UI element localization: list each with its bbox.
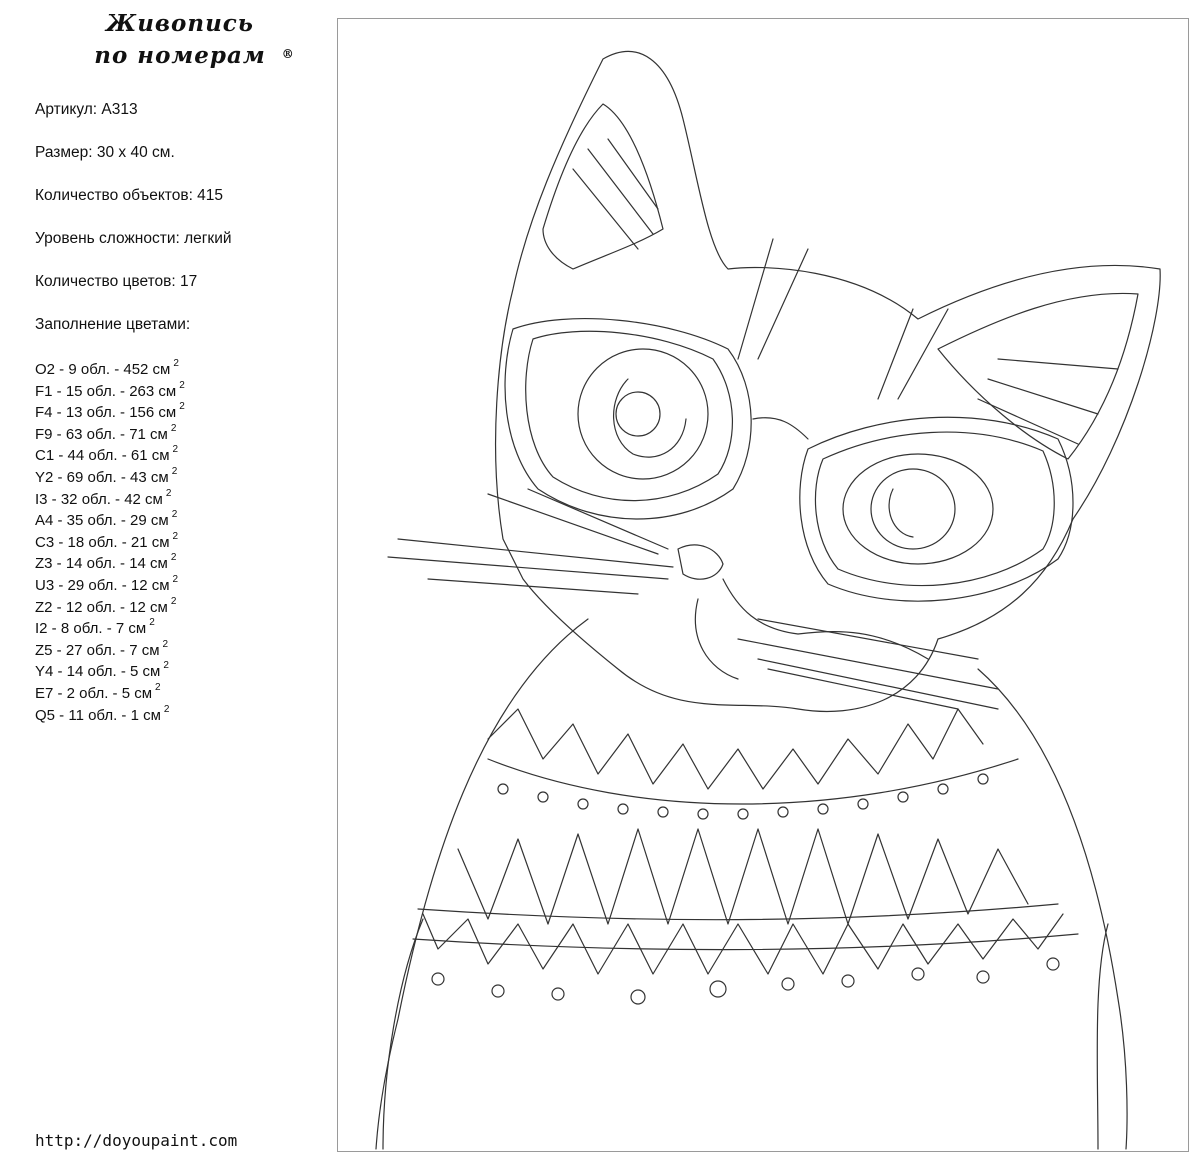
color-entry: Q5 - 11 обл. - 1 см $^2$: [35, 703, 170, 724]
canvas-outline-frame: [337, 18, 1189, 1152]
article-number: Артикул: A313: [35, 101, 138, 118]
cat-outline-artwork: [338, 19, 1190, 1153]
color-entry: A4 - 35 обл. - 29 см $^2$: [35, 509, 178, 530]
fill-heading: Заполнение цветами:: [35, 316, 191, 333]
color-entry: I3 - 32 обл. - 42 см $^2$: [35, 487, 172, 508]
color-entry: F9 - 63 обл. - 71 см $^2$: [35, 422, 177, 443]
brand-title: [60, 8, 300, 72]
brand-line-2: по номерам: [94, 42, 266, 69]
object-count: Количество объектов: 415: [35, 187, 224, 204]
color-entry: F1 - 15 обл. - 263 см $^2$: [35, 379, 185, 400]
color-count: Количество цветов: 17: [35, 273, 198, 290]
color-entry: U3 - 29 обл. - 12 см $^2$: [35, 573, 179, 594]
color-entry: Z5 - 27 обл. - 7 см $^2$: [35, 638, 169, 659]
brand-line-1: Живопись: [106, 10, 254, 37]
color-entry: I2 - 8 обл. - 7 см $^2$: [35, 617, 155, 638]
product-info: [35, 99, 232, 357]
color-entry: Y4 - 14 обл. - 5 см $^2$: [35, 660, 169, 681]
registered-mark: ®: [281, 47, 295, 61]
color-entry: Z3 - 14 обл. - 14 см $^2$: [35, 552, 177, 573]
canvas-size: Размер: 30 х 40 см.: [35, 144, 175, 161]
color-entry: C1 - 44 обл. - 61 см $^2$: [35, 444, 179, 465]
difficulty-level: Уровень сложности: легкий: [35, 230, 232, 247]
color-entry: F4 - 13 обл. - 156 см $^2$: [35, 401, 185, 422]
website-link[interactable]: http://doyoupaint.com: [35, 1131, 238, 1150]
color-fill-list: [35, 359, 185, 726]
color-entry: Z2 - 12 обл. - 12 см $^2$: [35, 595, 177, 616]
color-entry: O2 - 9 обл. - 452 см $^2$: [35, 358, 179, 378]
color-entry: C3 - 18 обл. - 21 см $^2$: [35, 530, 179, 551]
color-entry: Y2 - 69 обл. - 43 см $^2$: [35, 465, 178, 486]
color-entry: E7 - 2 обл. - 5 см $^2$: [35, 681, 161, 702]
